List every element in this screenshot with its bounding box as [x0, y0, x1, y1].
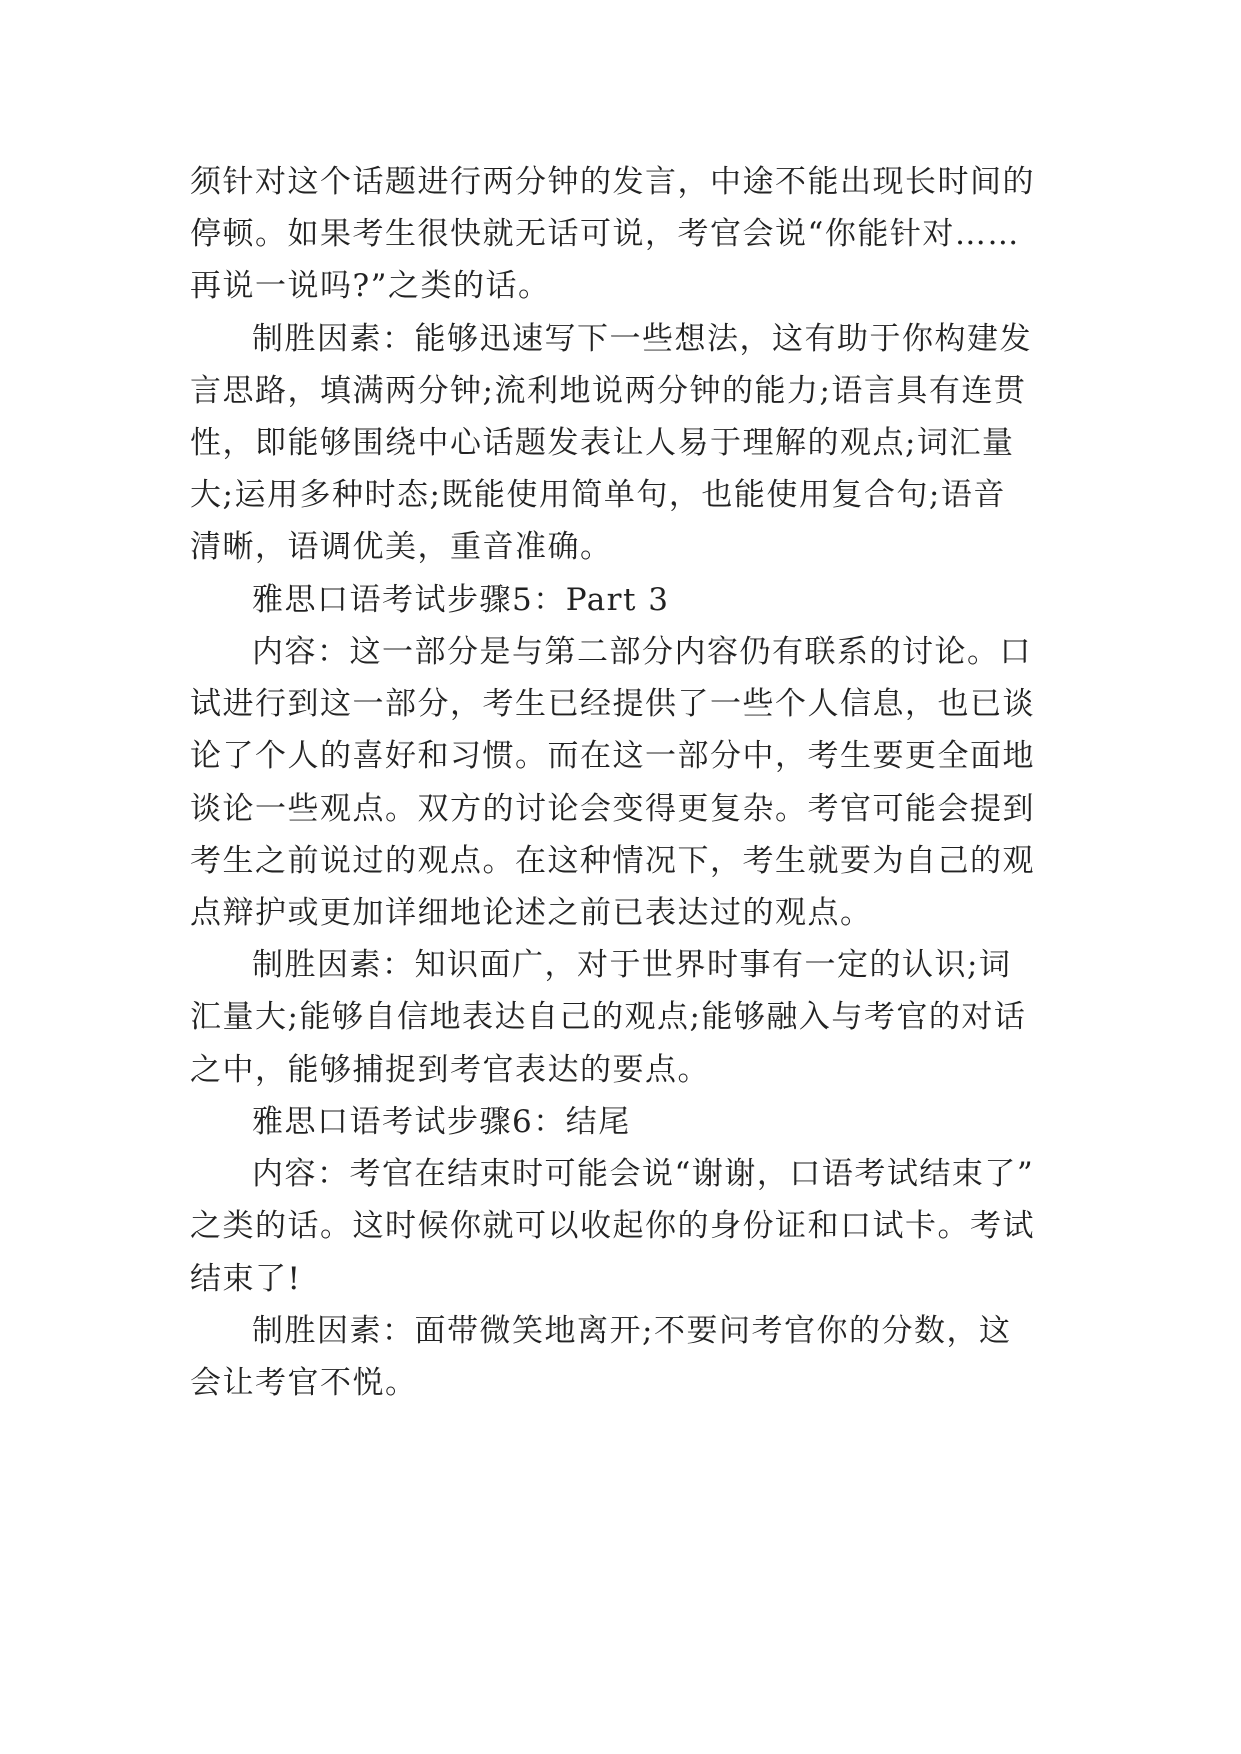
text-line: 之类的话。这时候你就可以收起你的身份证和口试卡。考试 — [190, 1208, 1035, 1244]
text-line: 结束了! — [190, 1261, 302, 1297]
text-line: 点辩护或更加详细地论述之前已表达过的观点。 — [190, 895, 873, 931]
text-line: 论了个人的喜好和习惯。而在这一部分中，考生要更全面地 — [190, 738, 1035, 774]
text-line: 言思路，填满两分钟;流利地说两分钟的能力;语言具有连贯 — [190, 373, 1027, 409]
text-line: 汇量大;能够自信地表达自己的观点;能够融入与考官的对话 — [190, 999, 1027, 1035]
text-line: 试进行到这一部分，考生已经提供了一些个人信息，也已谈 — [190, 686, 1035, 722]
text-line: 谈论一些观点。双方的讨论会变得更复杂。考官可能会提到 — [190, 791, 1035, 827]
section-heading: 雅思口语考试步骤5：Part 3 — [252, 582, 670, 618]
text-line: 再说一说吗?”之类的话。 — [190, 268, 551, 304]
text-line: 考生之前说过的观点。在这种情况下，考生就要为自己的观 — [190, 843, 1035, 879]
text-line: 内容：这一部分是与第二部分内容仍有联系的讨论。口 — [252, 634, 1032, 670]
section-heading: 雅思口语考试步骤6：结尾 — [252, 1104, 631, 1140]
text-line: 会让考官不悦。 — [190, 1365, 418, 1401]
text-line: 停顿。如果考生很快就无话可说，考官会说“你能针对…… — [190, 216, 1020, 252]
text-line: 之中，能够捕捉到考官表达的要点。 — [190, 1052, 710, 1088]
text-line: 大;运用多种时态;既能使用简单句，也能使用复合句;语音 — [190, 477, 1006, 513]
text-line: 内容：考官在结束时可能会说“谢谢，口语考试结束了” — [252, 1156, 1035, 1192]
text-line: 须针对这个话题进行两分钟的发言，中途不能出现长时间的 — [190, 164, 1035, 200]
text-line: 制胜因素：面带微笑地离开;不要问考官你的分数，这 — [252, 1313, 1012, 1349]
text-line: 性，即能够围绕中心话题发表让人易于理解的观点;词汇量 — [190, 425, 1015, 461]
text-line: 制胜因素：能够迅速写下一些想法，这有助于你构建发 — [252, 321, 1032, 357]
text-line: 清晰，语调优美，重音准确。 — [190, 529, 613, 565]
text-line: 制胜因素：知识面广，对于世界时事有一定的认识;词 — [252, 947, 1012, 983]
